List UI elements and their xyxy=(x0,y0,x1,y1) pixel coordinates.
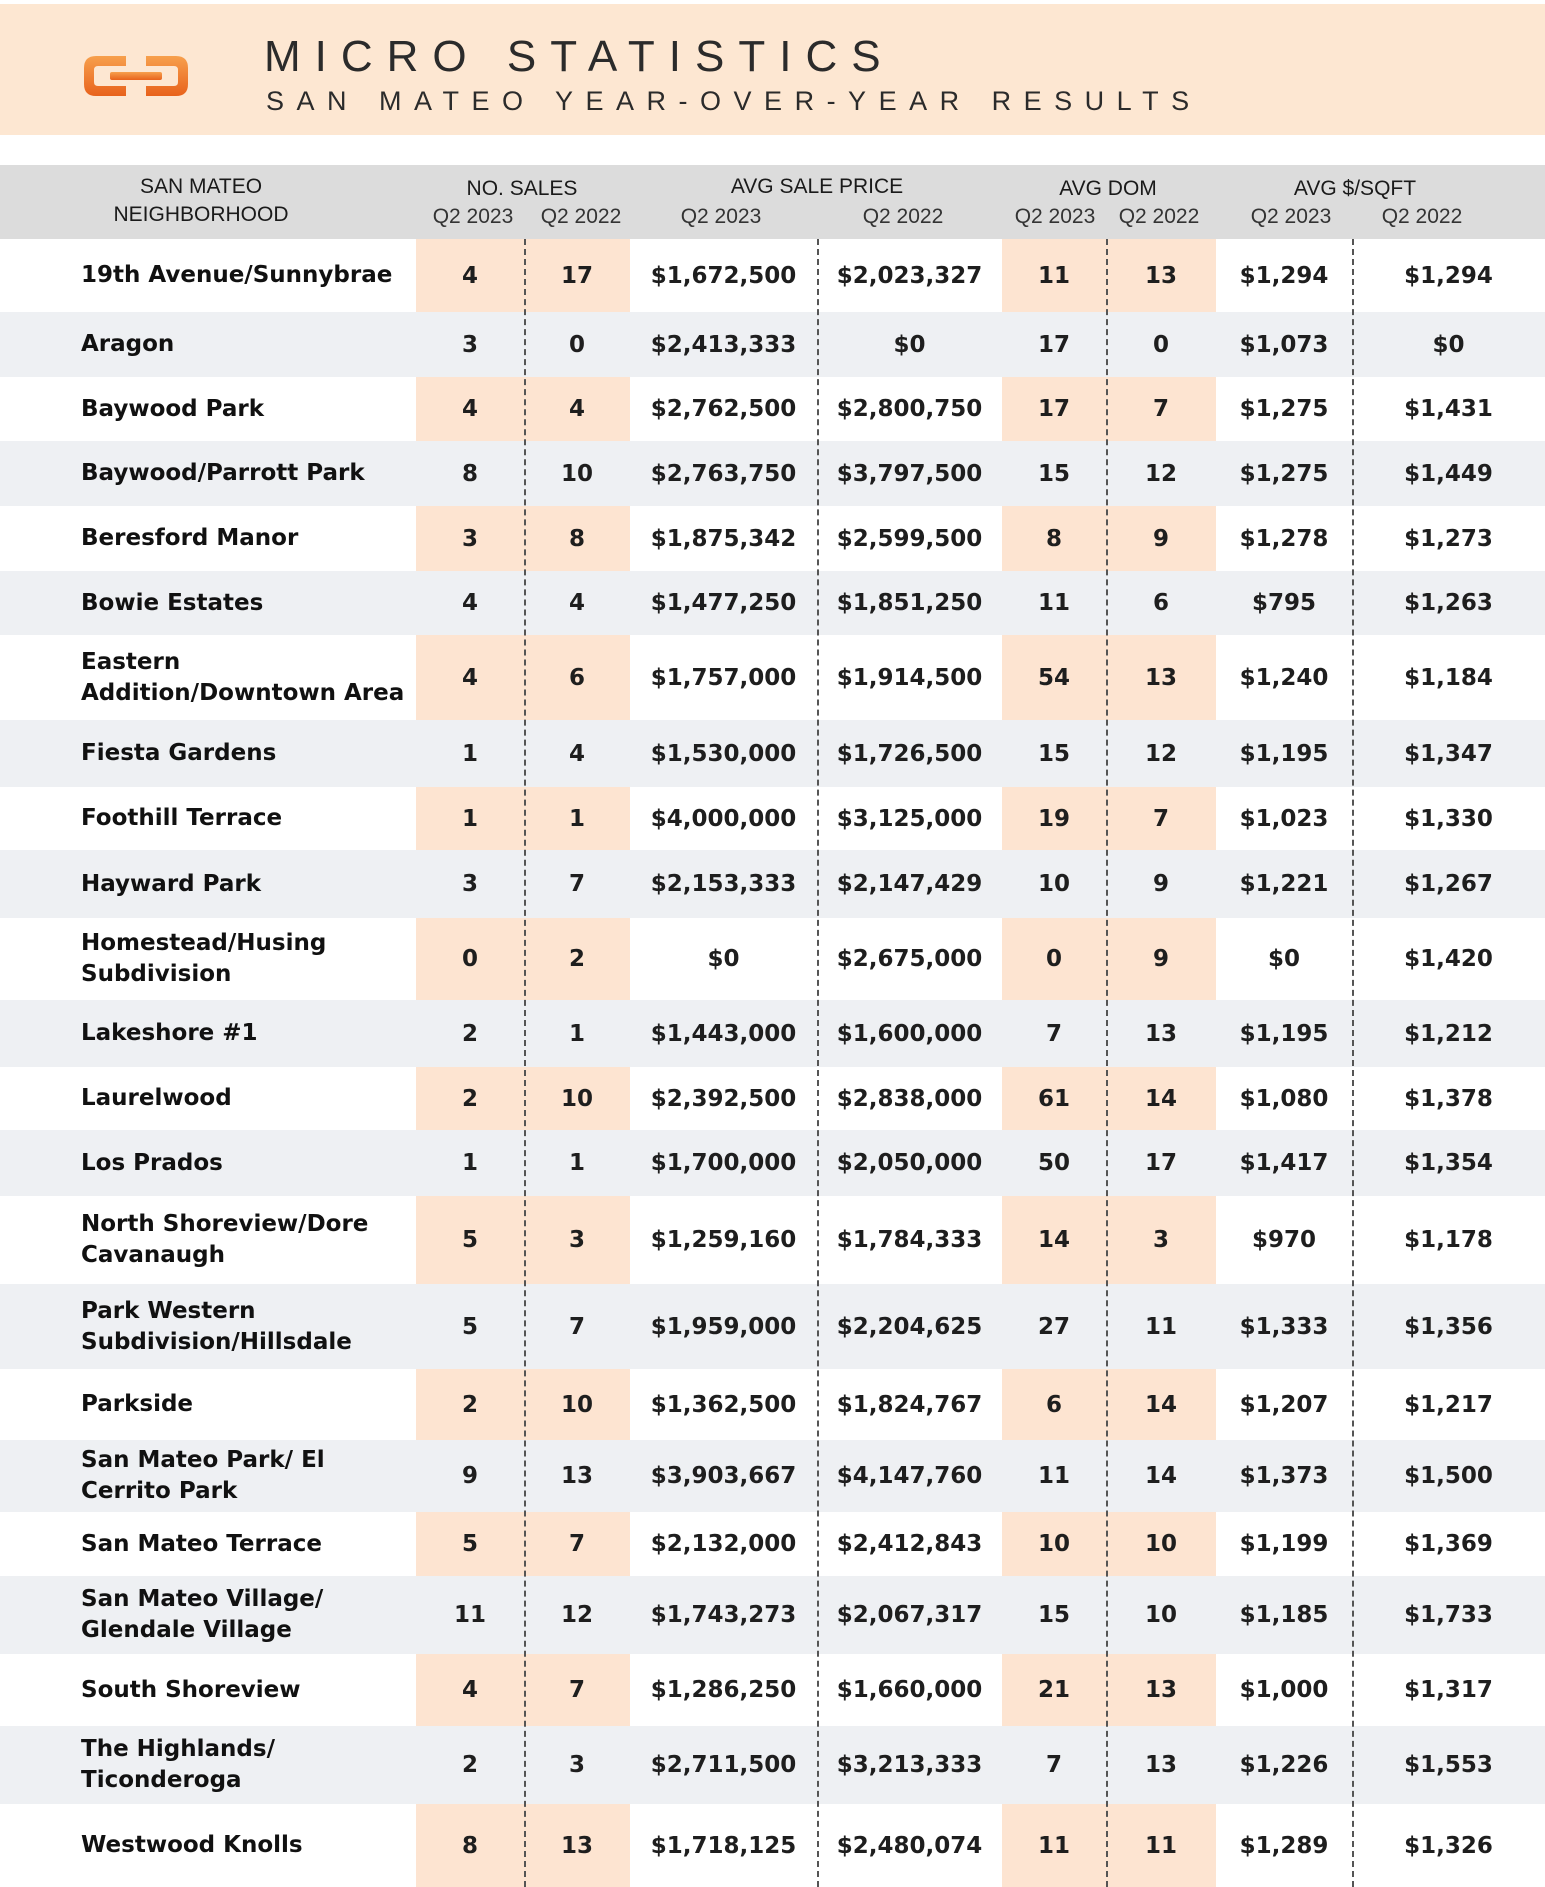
price-2022-cell: $2,023,327 xyxy=(836,262,983,289)
dom-2022-cell: 12 xyxy=(1144,460,1177,487)
sqft-2022-cell: $1,273 xyxy=(1404,525,1493,552)
sqft-2022-cell: $1,184 xyxy=(1404,664,1493,691)
sqft-2022-cell: $1,347 xyxy=(1404,740,1493,767)
sqft-2022-cell: $1,330 xyxy=(1404,805,1493,832)
table-row xyxy=(0,1512,1545,1576)
neighborhood-cell: Hayward Park xyxy=(81,870,262,897)
table-row xyxy=(0,506,1545,571)
sales-2023-cell: 0 xyxy=(416,918,524,1000)
price-2023-header: Q2 2023 xyxy=(680,205,762,228)
dom-2023-cell: 19 xyxy=(1002,787,1106,850)
sqft-2023-cell: $1,000 xyxy=(1239,1677,1329,1703)
sales-2023-cell: 8 xyxy=(416,1804,524,1887)
price-2022-cell: $2,050,000 xyxy=(836,1150,983,1176)
sales-2023-cell: 8 xyxy=(461,460,478,487)
price-2023-cell: $2,762,500 xyxy=(650,396,797,422)
neighborhood-header-line2: NEIGHBORHOOD xyxy=(113,203,289,226)
table-row xyxy=(0,377,1545,441)
sales-2023-cell: 1 xyxy=(461,1150,478,1176)
sqft-2022-cell: $1,212 xyxy=(1404,1020,1493,1047)
table-row xyxy=(0,787,1545,850)
dom-2022-cell: 10 xyxy=(1106,1512,1216,1576)
sqft-2023-cell: $1,199 xyxy=(1239,1531,1329,1557)
dom-2022-cell: 6 xyxy=(1152,590,1169,616)
price-2023-cell: $1,286,250 xyxy=(650,1677,797,1703)
price-2023-cell: $3,903,667 xyxy=(650,1463,797,1489)
sqft-header: AVG $/SQFT xyxy=(1293,177,1417,200)
table-row xyxy=(0,1196,1545,1284)
dom-2023-cell: 11 xyxy=(1037,590,1070,616)
dom-2022-cell: 0 xyxy=(1152,331,1169,358)
neighborhood-cell: 19th Avenue/Sunnybrae xyxy=(81,262,393,288)
sales-2022-cell: 17 xyxy=(524,239,630,312)
divider-sqft xyxy=(1352,239,1354,1887)
sqft-2023-header: Q2 2023 xyxy=(1250,205,1332,228)
sqft-2023-cell: $1,240 xyxy=(1239,664,1329,691)
dom-2023-cell: 11 xyxy=(1002,239,1106,312)
page-header xyxy=(0,4,1545,135)
price-2022-cell: $3,213,333 xyxy=(836,1752,983,1778)
price-2022-cell: $1,600,000 xyxy=(836,1020,983,1047)
table-row xyxy=(0,1067,1545,1130)
price-2023-cell: $2,413,333 xyxy=(650,331,797,358)
sqft-2023-cell: $1,373 xyxy=(1239,1463,1329,1489)
price-2023-cell: $0 xyxy=(707,946,740,972)
dom-2022-cell: 13 xyxy=(1106,1654,1216,1726)
neighborhood-cell: Homestead/Husing Subdivision xyxy=(81,930,327,987)
dom-2022-cell: 14 xyxy=(1106,1369,1216,1440)
dom-2023-cell: 17 xyxy=(1037,331,1070,358)
sales-2023-cell: 4 xyxy=(416,1654,524,1726)
sqft-2023-cell: $1,275 xyxy=(1239,460,1329,487)
table-row xyxy=(0,239,1545,312)
chain-link-logo-icon xyxy=(80,50,192,102)
price-header: AVG SALE PRICE xyxy=(730,175,904,198)
dom-2022-cell: 7 xyxy=(1106,787,1216,850)
price-2023-cell: $2,132,000 xyxy=(650,1531,797,1557)
price-2023-cell: $1,530,000 xyxy=(650,740,797,767)
neighborhood-cell: Beresford Manor xyxy=(81,525,299,551)
sales-2023-cell: 3 xyxy=(416,506,524,571)
neighborhood-cell: San Mateo Village/ Glendale Village xyxy=(81,1586,324,1643)
neighborhood-cell: Park Western Subdivision/Hillsdale xyxy=(81,1297,352,1355)
sales-2023-cell: 1 xyxy=(416,787,524,850)
sales-2023-cell: 9 xyxy=(461,1463,478,1489)
price-2022-cell: $2,838,000 xyxy=(836,1085,983,1112)
sales-2022-cell: 6 xyxy=(524,635,630,720)
dom-2023-cell: 27 xyxy=(1037,1313,1070,1340)
price-2023-cell: $2,711,500 xyxy=(650,1752,797,1778)
price-2022-cell: $1,824,767 xyxy=(836,1391,983,1418)
divider-dom xyxy=(1106,239,1108,1887)
sqft-2023-cell: $1,294 xyxy=(1239,262,1329,289)
sqft-2022-cell: $1,378 xyxy=(1404,1085,1493,1112)
sqft-2023-cell: $1,417 xyxy=(1239,1150,1329,1176)
sqft-2023-cell: $795 xyxy=(1251,590,1316,616)
sales-2023-cell: 5 xyxy=(461,1313,478,1340)
dom-2023-cell: 7 xyxy=(1045,1752,1062,1778)
price-2023-cell: $1,959,000 xyxy=(650,1313,797,1340)
sales-2023-cell: 3 xyxy=(461,871,478,897)
dom-2022-cell: 10 xyxy=(1144,1602,1177,1628)
sales-2022-cell: 3 xyxy=(524,1196,630,1284)
neighborhood-cell: Baywood/Parrott Park xyxy=(81,460,365,486)
price-2023-cell: $1,443,000 xyxy=(650,1020,797,1047)
sqft-2022-cell: $1,294 xyxy=(1404,262,1493,289)
dom-2023-cell: 0 xyxy=(1002,918,1106,1000)
neighborhood-cell: San Mateo Park/ El Cerrito Park xyxy=(81,1447,325,1504)
sqft-2022-cell: $1,553 xyxy=(1404,1752,1493,1778)
table-row xyxy=(0,1654,1545,1726)
sales-2022-cell: 2 xyxy=(524,918,630,1000)
sales-2023-cell: 5 xyxy=(416,1512,524,1576)
table-row xyxy=(0,1726,1545,1804)
sqft-2023-cell: $1,226 xyxy=(1239,1752,1329,1778)
dom-2022-cell: 3 xyxy=(1106,1196,1216,1284)
sqft-2023-cell: $1,185 xyxy=(1239,1602,1329,1628)
sales-2022-header: Q2 2022 xyxy=(540,205,622,228)
dom-2023-cell: 14 xyxy=(1002,1196,1106,1284)
dom-2023-cell: 8 xyxy=(1002,506,1106,571)
page-title: MICRO STATISTICS xyxy=(264,32,895,81)
dom-2023-cell: 11 xyxy=(1002,1804,1106,1887)
sqft-2022-cell: $1,449 xyxy=(1404,460,1493,487)
price-2023-cell: $2,153,333 xyxy=(650,871,797,897)
sales-2022-cell: 7 xyxy=(568,871,585,897)
dom-2023-cell: 15 xyxy=(1037,460,1070,487)
sqft-2023-cell: $1,195 xyxy=(1239,1020,1329,1047)
sqft-2023-cell: $1,023 xyxy=(1239,805,1329,832)
sqft-2022-cell: $0 xyxy=(1432,331,1465,358)
table-row xyxy=(0,1576,1545,1654)
dom-2022-cell: 7 xyxy=(1106,377,1216,441)
neighborhood-cell: Lakeshore #1 xyxy=(81,1020,258,1046)
dom-2022-header: Q2 2022 xyxy=(1118,205,1200,228)
price-2023-cell: $2,763,750 xyxy=(650,460,797,487)
sqft-2022-cell: $1,326 xyxy=(1404,1832,1493,1859)
price-2023-cell: $4,000,000 xyxy=(650,805,797,832)
sales-2022-cell: 3 xyxy=(568,1752,585,1778)
sales-2022-cell: 4 xyxy=(568,740,585,767)
dom-2022-cell: 12 xyxy=(1144,740,1177,767)
sales-2022-cell: 13 xyxy=(524,1804,630,1887)
sales-2023-cell: 4 xyxy=(461,590,478,616)
dom-2022-cell: 17 xyxy=(1144,1150,1177,1176)
neighborhood-cell: Los Prados xyxy=(81,1149,223,1176)
price-2022-cell: $2,204,625 xyxy=(836,1313,983,1340)
sales-2023-cell: 2 xyxy=(416,1369,524,1440)
dom-2023-cell: 21 xyxy=(1002,1654,1106,1726)
sqft-2022-cell: $1,354 xyxy=(1404,1150,1493,1176)
price-2023-cell: $1,875,342 xyxy=(650,525,797,552)
table-row xyxy=(0,1130,1545,1196)
sqft-2022-header: Q2 2022 xyxy=(1381,205,1463,228)
sales-2022-cell: 12 xyxy=(560,1602,593,1628)
neighborhood-cell: Aragon xyxy=(81,331,175,357)
price-2023-cell: $1,743,273 xyxy=(650,1602,797,1628)
sqft-2022-cell: $1,431 xyxy=(1404,396,1493,422)
neighborhood-cell: Laurelwood xyxy=(81,1085,232,1111)
price-2023-cell: $1,757,000 xyxy=(650,664,797,691)
sales-2023-cell: 4 xyxy=(416,635,524,720)
price-2022-cell: $0 xyxy=(893,331,926,358)
page-subtitle: SAN MATEO YEAR-OVER-YEAR RESULTS xyxy=(266,86,1202,116)
price-2023-cell: $1,259,160 xyxy=(650,1227,797,1253)
dom-2023-cell: 17 xyxy=(1002,377,1106,441)
dom-2023-header: Q2 2023 xyxy=(1014,205,1096,228)
table-row xyxy=(0,1804,1545,1887)
sales-header: NO. SALES xyxy=(466,177,578,200)
sqft-2023-cell: $1,073 xyxy=(1239,331,1329,358)
table-row xyxy=(0,1284,1545,1369)
sqft-2022-cell: $1,267 xyxy=(1404,871,1493,897)
dom-2022-cell: 14 xyxy=(1144,1463,1177,1489)
sqft-2023-cell: $1,275 xyxy=(1239,396,1329,422)
neighborhood-cell: San Mateo Terrace xyxy=(81,1530,322,1557)
sqft-2023-cell: $1,080 xyxy=(1239,1085,1329,1112)
price-2022-cell: $1,660,000 xyxy=(836,1677,983,1703)
table-row xyxy=(0,571,1545,635)
neighborhood-cell: Foothill Terrace xyxy=(81,805,283,831)
dom-2022-cell: 14 xyxy=(1106,1067,1216,1130)
dom-2023-cell: 50 xyxy=(1037,1150,1070,1176)
price-2023-cell: $1,477,250 xyxy=(650,590,797,616)
dom-header: AVG DOM xyxy=(1059,177,1157,200)
sales-2023-header: Q2 2023 xyxy=(432,205,514,228)
neighborhood-cell: Bowie Estates xyxy=(81,589,264,616)
dom-2022-cell: 11 xyxy=(1106,1804,1216,1887)
sqft-2022-cell: $1,733 xyxy=(1404,1602,1493,1628)
dom-2023-cell: 15 xyxy=(1037,740,1070,767)
dom-2023-cell: 10 xyxy=(1002,1512,1106,1576)
dom-2023-cell: 10 xyxy=(1037,871,1070,897)
price-2022-cell: $1,914,500 xyxy=(836,664,983,691)
table-row xyxy=(0,1440,1545,1512)
sqft-2023-cell: $1,278 xyxy=(1239,525,1329,552)
dom-2023-cell: 61 xyxy=(1002,1067,1106,1130)
sqft-2022-cell: $1,178 xyxy=(1404,1227,1493,1253)
sales-2022-cell: 4 xyxy=(524,377,630,441)
price-2022-cell: $3,797,500 xyxy=(836,460,983,487)
sales-2023-cell: 1 xyxy=(461,740,478,767)
sqft-2023-cell: $1,207 xyxy=(1239,1391,1329,1418)
sqft-2022-cell: $1,317 xyxy=(1404,1677,1493,1703)
divider-price xyxy=(817,239,819,1887)
sqft-2022-cell: $1,356 xyxy=(1404,1313,1493,1340)
neighborhood-cell: Baywood Park xyxy=(81,395,265,422)
neighborhood-header-line1: SAN MATEO xyxy=(139,175,263,198)
price-2023-cell: $1,700,000 xyxy=(650,1150,797,1176)
sqft-2023-cell: $1,333 xyxy=(1239,1313,1329,1340)
sqft-2023-cell: $1,289 xyxy=(1239,1832,1329,1859)
neighborhood-cell: Eastern Addition/Downtown Area xyxy=(81,648,405,706)
sales-2022-cell: 10 xyxy=(524,1369,630,1440)
price-2023-cell: $1,362,500 xyxy=(650,1391,797,1418)
sqft-2022-cell: $1,217 xyxy=(1404,1391,1493,1418)
dom-2023-cell: 6 xyxy=(1002,1369,1106,1440)
table-header xyxy=(0,165,1545,239)
table-row xyxy=(0,918,1545,1000)
price-2022-cell: $4,147,760 xyxy=(836,1463,983,1489)
price-2023-cell: $1,718,125 xyxy=(650,1832,797,1859)
price-2022-header: Q2 2022 xyxy=(862,205,944,228)
sales-2022-cell: 10 xyxy=(524,1067,630,1130)
sales-2022-cell: 7 xyxy=(524,1512,630,1576)
sales-2023-cell: 2 xyxy=(416,1067,524,1130)
dom-2023-cell: 7 xyxy=(1045,1020,1062,1047)
dom-2023-cell: 54 xyxy=(1002,635,1106,720)
divider-sales xyxy=(524,239,526,1887)
dom-2022-cell: 9 xyxy=(1106,506,1216,571)
table-row xyxy=(0,635,1545,720)
price-2022-cell: $1,851,250 xyxy=(836,590,983,616)
price-2023-cell: $1,672,500 xyxy=(650,262,797,289)
dom-2022-cell: 13 xyxy=(1106,239,1216,312)
neighborhood-cell: Westwood Knolls xyxy=(81,1832,303,1858)
sqft-2022-cell: $1,369 xyxy=(1404,1531,1493,1557)
dom-2022-cell: 11 xyxy=(1144,1313,1177,1340)
neighborhood-cell: The Highlands/ Ticonderoga xyxy=(81,1736,275,1793)
sales-2022-cell: 13 xyxy=(560,1463,593,1489)
neighborhood-cell: Fiesta Gardens xyxy=(81,740,277,766)
sales-2022-cell: 1 xyxy=(524,787,630,850)
sales-2022-cell: 7 xyxy=(568,1313,585,1340)
price-2022-cell: $1,784,333 xyxy=(836,1227,983,1253)
table-row xyxy=(0,1000,1545,1067)
price-2023-cell: $2,392,500 xyxy=(650,1085,797,1112)
price-2022-cell: $2,675,000 xyxy=(836,946,983,972)
sales-2022-cell: 1 xyxy=(568,1150,585,1176)
sales-2023-cell: 2 xyxy=(461,1752,478,1778)
price-2022-cell: $2,147,429 xyxy=(836,871,983,897)
sales-2023-cell: 2 xyxy=(461,1020,478,1047)
dom-2022-cell: 9 xyxy=(1106,918,1216,1000)
sales-2022-cell: 0 xyxy=(568,331,585,358)
sales-2022-cell: 1 xyxy=(568,1020,585,1047)
sales-2023-cell: 3 xyxy=(461,331,478,358)
sales-2023-cell: 11 xyxy=(453,1602,486,1628)
sqft-2023-cell: $970 xyxy=(1251,1227,1316,1253)
price-2022-cell: $1,726,500 xyxy=(836,740,983,767)
table-row xyxy=(0,441,1545,506)
price-2022-cell: $2,480,074 xyxy=(836,1832,983,1859)
dom-2022-cell: 13 xyxy=(1144,1020,1177,1047)
sqft-2023-cell: $1,195 xyxy=(1239,740,1329,767)
sqft-2023-cell: $0 xyxy=(1267,946,1300,972)
table-row xyxy=(0,1369,1545,1440)
sqft-2022-cell: $1,420 xyxy=(1404,946,1493,972)
table-row xyxy=(0,312,1545,377)
sqft-2023-cell: $1,221 xyxy=(1239,871,1329,897)
sales-2022-cell: 4 xyxy=(568,590,585,616)
price-2022-cell: $2,412,843 xyxy=(836,1531,983,1557)
neighborhood-cell: North Shoreview/Dore Cavanaugh xyxy=(81,1211,369,1268)
dom-2022-cell: 13 xyxy=(1144,1752,1177,1778)
price-2022-cell: $3,125,000 xyxy=(836,805,983,832)
sales-2022-cell: 8 xyxy=(524,506,630,571)
dom-2023-cell: 15 xyxy=(1037,1602,1070,1628)
neighborhood-cell: Parkside xyxy=(81,1391,194,1417)
sales-2023-cell: 4 xyxy=(416,377,524,441)
dom-2022-cell: 9 xyxy=(1152,871,1169,897)
price-2022-cell: $2,599,500 xyxy=(836,525,983,552)
sales-2022-cell: 10 xyxy=(560,460,593,487)
price-2022-cell: $2,067,317 xyxy=(836,1602,983,1628)
table-row xyxy=(0,720,1545,787)
dom-2023-cell: 11 xyxy=(1037,1463,1070,1489)
price-2022-cell: $2,800,750 xyxy=(836,396,983,422)
neighborhood-cell: South Shoreview xyxy=(81,1676,301,1703)
dom-2022-cell: 13 xyxy=(1106,635,1216,720)
sqft-2022-cell: $1,500 xyxy=(1404,1463,1493,1489)
table-row xyxy=(0,850,1545,918)
sales-2023-cell: 5 xyxy=(416,1196,524,1284)
sales-2023-cell: 4 xyxy=(416,239,524,312)
sqft-2022-cell: $1,263 xyxy=(1404,590,1493,616)
sales-2022-cell: 7 xyxy=(524,1654,630,1726)
